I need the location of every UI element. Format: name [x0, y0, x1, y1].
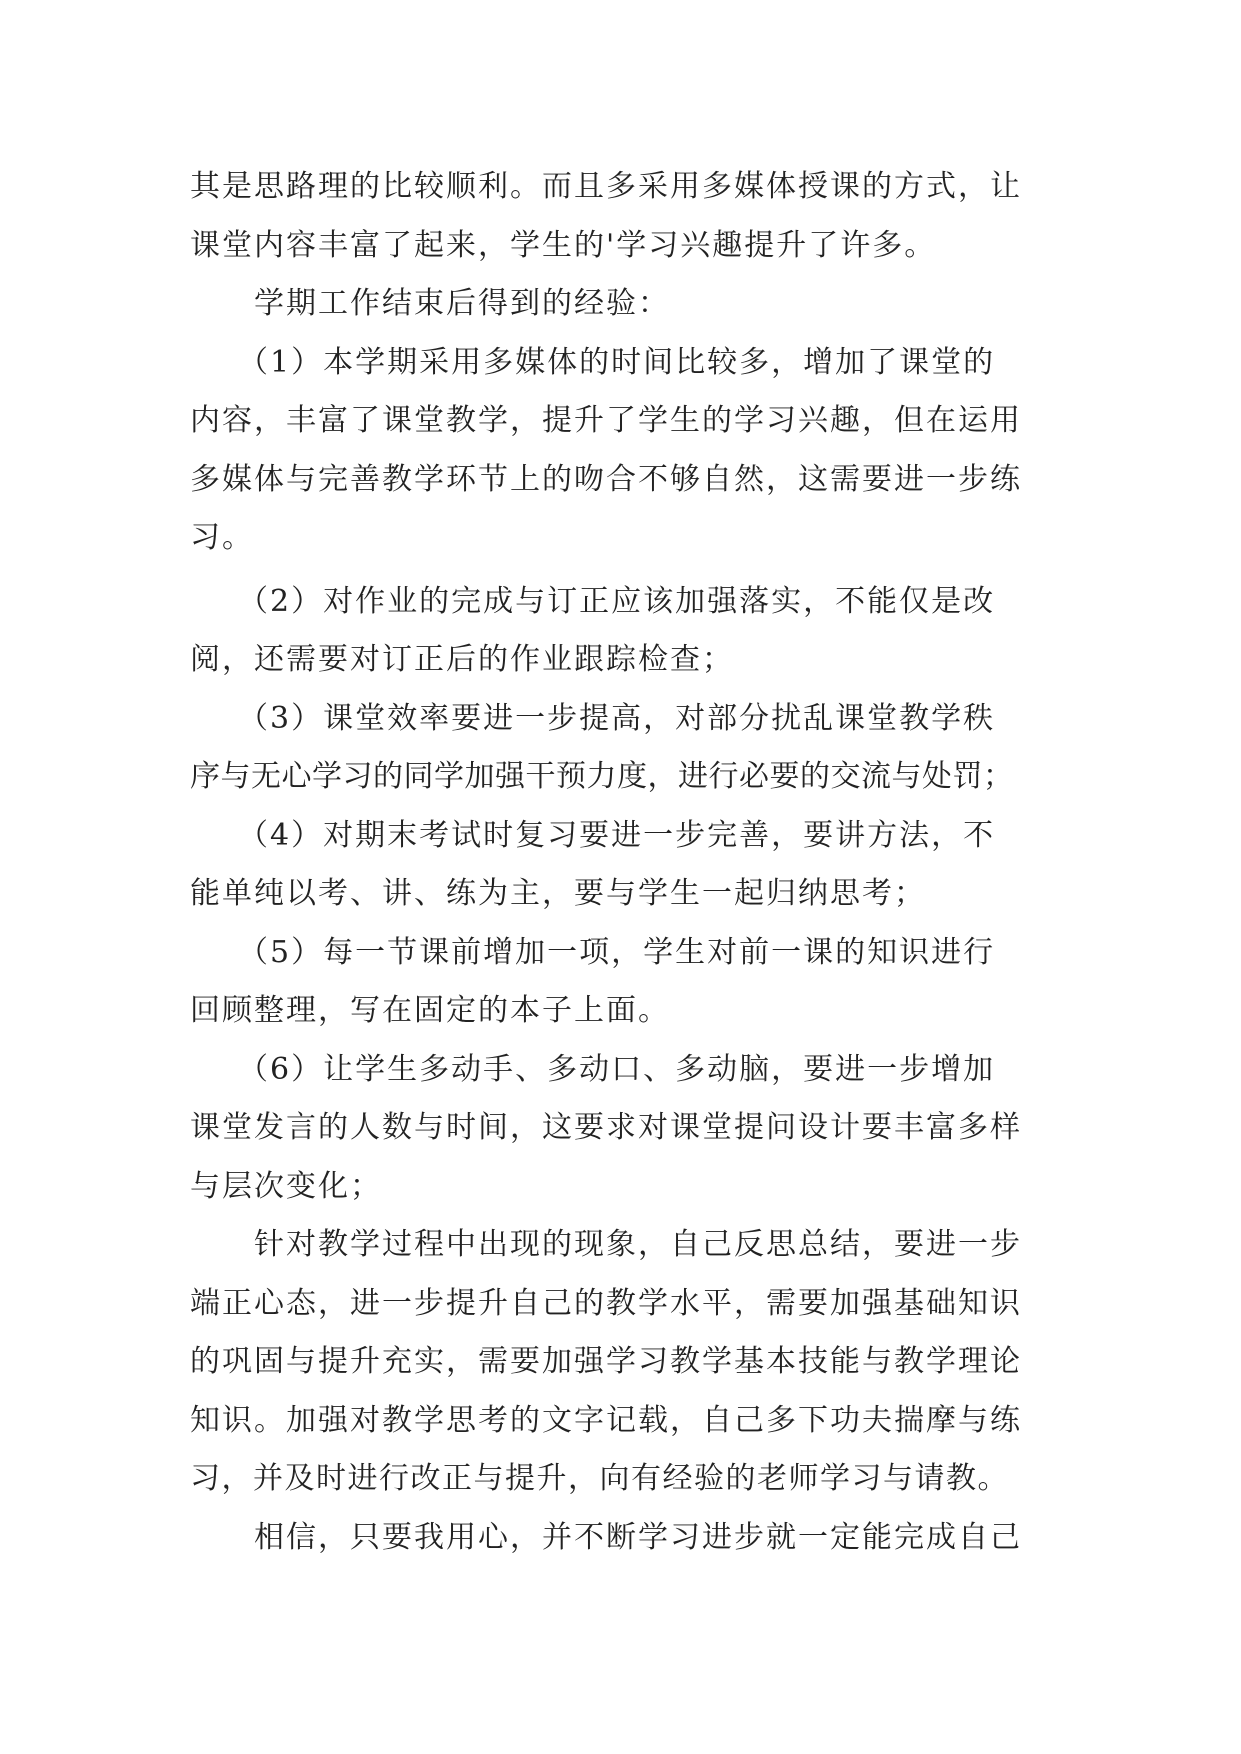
- text-line-13: 能单纯以考、讲、练为主，要与学生一起归纳思考；: [190, 876, 926, 911]
- text-line-5: 内容，丰富了课堂教学，提升了学生的学习兴趣，但在运用: [190, 403, 1022, 438]
- text-line-3: 学期工作结束后得到的经验：: [254, 286, 670, 321]
- text-line-1: 其是思路理的比较顺利。而且多采用多媒体授课的方式，让: [190, 169, 1022, 204]
- text-line-2: 课堂内容丰富了起来，学生的'学习兴趣提升了许多。: [190, 227, 937, 263]
- text-line-11: 序与无心学习的同学加强干预力度，进行必要的交流与处罚；: [190, 759, 1014, 794]
- text-line-21: 的巩固与提升充实，需要加强学习教学基本技能与教学理论: [190, 1344, 1022, 1379]
- text-line-16: （6）让学生多动手、多动口、多动脑，要进一步增加: [238, 1051, 996, 1087]
- text-line-20: 端正心态，进一步提升自己的教学水平，需要加强基础知识: [190, 1285, 1022, 1321]
- text-line-10: （3）课堂效率要进一步提高，对部分扰乱课堂教学秩: [238, 700, 996, 736]
- text-line-12: （4）对期末考试时复习要进一步完善，要讲方法，不: [238, 817, 996, 853]
- document-body: [190, 158, 1070, 1567]
- text-line-7: 习。: [190, 520, 254, 555]
- text-line-19: 针对教学过程中出现的现象，自己反思总结，要进一步: [254, 1227, 1022, 1262]
- text-line-17: 课堂发言的人数与时间，这要求对课堂提问设计要丰富多样: [190, 1110, 1022, 1145]
- text-line-24: 相信，只要我用心，并不断学习进步就一定能完成自己: [254, 1519, 1022, 1555]
- text-line-9: 阅，还需要对订正后的作业跟踪检查；: [190, 642, 734, 677]
- text-line-4: （1）本学期采用多媒体的时间比较多，增加了课堂的: [238, 344, 996, 380]
- text-line-8: （2）对作业的完成与订正应该加强落实，不能仅是改: [238, 583, 996, 619]
- text-line-14: （5）每一节课前增加一项，学生对前一课的知识进行: [238, 934, 996, 970]
- text-line-22: 知识。加强对教学思考的文字记载，自己多下功夫揣摩与练: [190, 1402, 1022, 1438]
- text-line-15: 回顾整理，写在固定的本子上面。: [190, 993, 670, 1028]
- text-line-18: 与层次变化；: [190, 1168, 382, 1204]
- text-line-23: 习，并及时进行改正与提升，向有经验的老师学习与请教。: [190, 1461, 1009, 1496]
- text-line-6: 多媒体与完善教学环节上的吻合不够自然，这需要进一步练: [190, 461, 1022, 497]
